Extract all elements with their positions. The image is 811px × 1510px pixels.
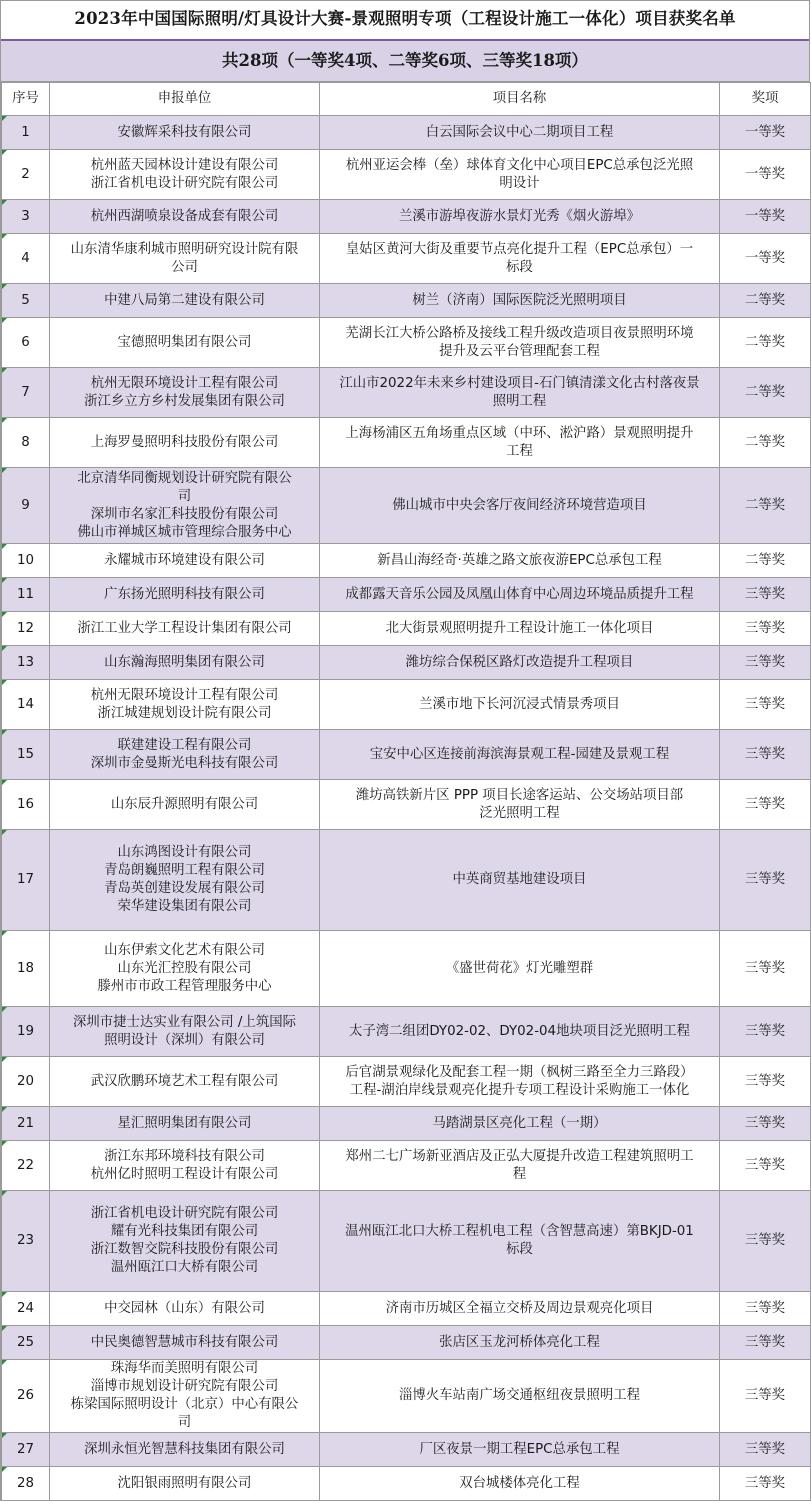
applicant-unit-line: 深圳市捷士达实业有限公司 /上筑国际	[72, 1014, 297, 1030]
project-name	[320, 468, 720, 544]
project-name-line: 佛山城市中央会客厅夜间经济环境营造项目	[392, 497, 647, 513]
project-name-line: 张店区玉龙河桥体亮化工程	[439, 1334, 600, 1350]
table-row	[2, 780, 811, 830]
project-name	[320, 780, 720, 830]
project-name	[320, 1326, 720, 1360]
award-table	[1, 82, 811, 1501]
table-row	[2, 830, 811, 931]
applicant-unit-line: 星汇照明集团有限公司	[117, 1115, 252, 1131]
award-level: 三等奖	[720, 830, 811, 931]
table-row	[2, 1007, 811, 1057]
applicant-unit-line: 宝德照明集团有限公司	[117, 334, 252, 350]
applicant-unit-line: 滕州市市政工程管理服务中心	[97, 978, 272, 994]
project-name	[320, 1467, 720, 1501]
project-name	[320, 1057, 720, 1107]
project-name-line: 厂区夜景一期工程EPC总承包工程	[419, 1441, 620, 1457]
applicant-unit-line: 照明设计（深圳）有限公司	[104, 1032, 265, 1048]
award-level: 三等奖	[720, 1467, 811, 1501]
award-level: 三等奖	[720, 612, 811, 646]
table-row	[2, 1360, 811, 1433]
applicant-unit-line: 司	[177, 488, 192, 504]
applicant-units	[50, 1107, 320, 1141]
applicant-unit-line: 山东辰升源照明有限公司	[110, 796, 259, 812]
row-number: 24	[2, 1292, 50, 1326]
page-title: 2023年中国国际照明/灯具设计大赛-景观照明专项（工程设计施工一体化）项目获奖名单	[1, 0, 809, 41]
applicant-units	[50, 468, 320, 544]
project-name-line: 兰溪市游埠夜游水景灯光秀《烟火游埠》	[398, 208, 641, 224]
row-number: 10	[2, 544, 50, 578]
project-name	[320, 418, 720, 468]
applicant-unit-line: 杭州无限环境设计工程有限公司	[90, 375, 279, 391]
applicant-unit-line: 司	[177, 1415, 192, 1430]
row-number: 22	[2, 1141, 50, 1191]
row-number: 1	[2, 116, 50, 150]
applicant-units	[50, 544, 320, 578]
column-header-award: 奖项	[720, 83, 811, 116]
project-name-line: 江山市2022年未来乡村建设项目-石门镇清漾文化古村落夜景	[339, 375, 700, 391]
award-level: 三等奖	[720, 1141, 811, 1191]
applicant-unit-line: 青岛朗巍照明工程有限公司	[104, 863, 265, 878]
applicant-units	[50, 368, 320, 418]
project-name	[320, 200, 720, 234]
project-name-line: 济南市历城区全福立交桥及周边景观亮化项目	[385, 1300, 654, 1316]
table-row	[2, 1326, 811, 1360]
row-number: 2	[2, 150, 50, 200]
applicant-unit-line: 浙江东邦环境科技有限公司	[104, 1148, 265, 1164]
table-row	[2, 468, 811, 544]
project-name-line: 杭州亚运会棒（垒）球体育文化中心项目EPC总承包泛光照	[345, 157, 694, 173]
applicant-unit-line: 山东伊索文化艺术有限公司	[104, 942, 265, 958]
award-level: 三等奖	[720, 1191, 811, 1292]
award-level: 一等奖	[720, 200, 811, 234]
row-number: 8	[2, 418, 50, 468]
award-level: 三等奖	[720, 1107, 811, 1141]
table-row	[2, 680, 811, 730]
row-number: 13	[2, 646, 50, 680]
project-name-line: 照明工程	[492, 393, 547, 409]
applicant-units	[50, 200, 320, 234]
project-name-line: 明设计	[499, 175, 540, 191]
applicant-unit-line: 山东瀚海照明集团有限公司	[104, 654, 265, 670]
award-level: 二等奖	[720, 368, 811, 418]
column-header-no: 序号	[2, 83, 50, 116]
project-name-line: 太子湾二组团DY02-02、DY02-04地块项目泛光照明工程	[349, 1023, 690, 1039]
applicant-units	[50, 1360, 320, 1433]
applicant-units	[50, 680, 320, 730]
award-level: 三等奖	[720, 1360, 811, 1433]
table-body	[2, 116, 811, 1501]
applicant-unit-line: 中民奥德智慧城市科技有限公司	[90, 1334, 279, 1350]
table-row	[2, 318, 811, 368]
project-name-line: 郑州二七广场新亚酒店及正弘大厦提升改造工程建筑照明工	[345, 1148, 694, 1164]
row-number: 16	[2, 780, 50, 830]
award-level: 一等奖	[720, 234, 811, 284]
project-name-line: 温州瓯江北口大桥工程机电工程（含智慧高速）第BKJD-01	[345, 1224, 694, 1239]
table-row	[2, 730, 811, 780]
row-number: 28	[2, 1467, 50, 1501]
table-row	[2, 368, 811, 418]
applicant-units	[50, 612, 320, 646]
applicant-unit-line: 沈阳银雨照明有限公司	[117, 1475, 252, 1491]
row-number: 5	[2, 284, 50, 318]
award-level: 三等奖	[720, 931, 811, 1007]
project-name	[320, 1292, 720, 1326]
project-name-line: 工程	[506, 443, 533, 459]
table-row	[2, 418, 811, 468]
project-name	[320, 1107, 720, 1141]
row-number: 21	[2, 1107, 50, 1141]
project-name-line: 潍坊高铁新片区 PPP 项目长途客运站、公交场站项目部	[355, 787, 684, 803]
award-level: 二等奖	[720, 544, 811, 578]
applicant-unit-line: 山东清华康利城市照明研究设计院有限	[70, 241, 299, 257]
applicant-unit-line: 浙江工业大学工程设计集团有限公司	[77, 620, 292, 636]
applicant-unit-line: 杭州西湖喷泉设备成套有限公司	[90, 208, 279, 224]
project-name	[320, 116, 720, 150]
applicant-unit-line: 浙江城建规划设计院有限公司	[97, 705, 272, 721]
row-number: 25	[2, 1326, 50, 1360]
row-number: 20	[2, 1057, 50, 1107]
award-level: 二等奖	[720, 418, 811, 468]
table-row	[2, 1191, 811, 1292]
award-level: 三等奖	[720, 780, 811, 830]
applicant-unit-line: 深圳市名家汇科技股份有限公司	[90, 506, 279, 522]
project-name-line: 后官湖景观绿化及配套工程一期（枫树三路至全力三路段）	[345, 1064, 694, 1080]
project-name	[320, 544, 720, 578]
row-number: 3	[2, 200, 50, 234]
applicant-unit-line: 杭州无限环境设计工程有限公司	[90, 687, 279, 703]
row-number: 27	[2, 1433, 50, 1467]
project-name	[320, 578, 720, 612]
applicant-unit-line: 佛山市禅城区城市管理综合服务中心	[77, 524, 292, 540]
table-header-row	[2, 83, 811, 116]
column-header-project: 项目名称	[320, 83, 720, 116]
row-number: 11	[2, 578, 50, 612]
award-summary: 共28项（一等奖4项、二等奖6项、三等奖18项）	[1, 41, 809, 82]
project-name-line: 皇姑区黄河大街及重要节点亮化提升工程（EPC总承包）一	[345, 241, 694, 257]
project-name-line: 中英商贸基地建设项目	[452, 872, 587, 887]
award-level: 一等奖	[720, 150, 811, 200]
applicant-unit-line: 杭州蓝天园林设计建设有限公司	[90, 157, 279, 173]
project-name	[320, 1191, 720, 1292]
applicant-unit-line: 北京清华同衡规划设计研究院有限公	[77, 470, 292, 486]
row-number: 26	[2, 1360, 50, 1433]
table-row	[2, 200, 811, 234]
project-name-line: 白云国际会议中心二期项目工程	[425, 124, 614, 140]
project-name-line: 标段	[506, 1242, 533, 1257]
project-name	[320, 931, 720, 1007]
applicant-units	[50, 830, 320, 931]
applicant-units	[50, 1007, 320, 1057]
project-name-line: 程	[512, 1166, 527, 1182]
table-row	[2, 1433, 811, 1467]
column-header-unit: 申报单位	[50, 83, 320, 116]
row-number: 17	[2, 830, 50, 931]
applicant-units	[50, 116, 320, 150]
project-name-line: 双台城楼体亮化工程	[459, 1475, 580, 1491]
row-number: 19	[2, 1007, 50, 1057]
award-level: 三等奖	[720, 1433, 811, 1467]
row-number: 6	[2, 318, 50, 368]
award-level: 三等奖	[720, 730, 811, 780]
applicant-units	[50, 1141, 320, 1191]
project-name	[320, 612, 720, 646]
project-name-line: 标段	[506, 259, 533, 275]
award-level: 三等奖	[720, 578, 811, 612]
applicant-unit-line: 中建八局第二建设有限公司	[104, 292, 265, 308]
applicant-unit-line: 青岛英创建设发展有限公司	[104, 881, 265, 896]
applicant-unit-line: 深圳永恒光智慧科技集团有限公司	[84, 1441, 285, 1457]
row-number: 14	[2, 680, 50, 730]
applicant-unit-line: 珠海华而美照明有限公司	[110, 1361, 259, 1376]
applicant-units	[50, 234, 320, 284]
award-level: 二等奖	[720, 468, 811, 544]
project-name	[320, 150, 720, 200]
award-level: 三等奖	[720, 646, 811, 680]
project-name-line: 淄博火车站南广场交通枢纽夜景照明工程	[398, 1388, 641, 1403]
applicant-unit-line: 浙江省机电设计研究院有限公司	[90, 175, 279, 191]
applicant-unit-line: 中交园林（山东）有限公司	[104, 1300, 265, 1316]
table-row	[2, 1107, 811, 1141]
applicant-unit-line: 安徽辉采科技有限公司	[117, 124, 252, 140]
table-row	[2, 931, 811, 1007]
applicant-unit-line: 栋梁国际照明设计（北京）中心有限公	[70, 1397, 299, 1412]
table-row	[2, 544, 811, 578]
table-row	[2, 1292, 811, 1326]
applicant-unit-line: 联建建设工程有限公司	[117, 737, 252, 753]
project-name	[320, 1007, 720, 1057]
award-level: 三等奖	[720, 1057, 811, 1107]
table-row	[2, 284, 811, 318]
applicant-units	[50, 284, 320, 318]
applicant-units	[50, 1326, 320, 1360]
project-name	[320, 318, 720, 368]
applicant-units	[50, 1467, 320, 1501]
award-level: 三等奖	[720, 1326, 811, 1360]
table-row	[2, 1057, 811, 1107]
project-name-line: 潍坊综合保税区路灯改造提升工程项目	[405, 654, 634, 670]
applicant-unit-line: 耀有光科技集团有限公司	[110, 1224, 259, 1239]
project-name	[320, 284, 720, 318]
project-name-line: 工程-湖泊岸线景观亮化提升专项工程设计采购施工一体化	[349, 1082, 690, 1098]
project-name	[320, 830, 720, 931]
project-name-line: 成都露天音乐公园及凤凰山体育中心周边环境品质提升工程	[345, 586, 694, 602]
applicant-unit-line: 深圳市金曼斯光电科技有限公司	[90, 755, 279, 771]
row-number: 9	[2, 468, 50, 544]
applicant-units	[50, 418, 320, 468]
table-row	[2, 646, 811, 680]
project-name	[320, 1141, 720, 1191]
project-name-line: 《盛世荷花》灯光雕塑群	[445, 960, 594, 976]
row-number: 7	[2, 368, 50, 418]
award-level: 二等奖	[720, 318, 811, 368]
project-name-line: 兰溪市地下长河沉浸式情景秀项目	[419, 696, 620, 712]
applicant-unit-line: 杭州亿时照明工程设计有限公司	[90, 1166, 279, 1182]
project-name	[320, 1433, 720, 1467]
applicant-units	[50, 578, 320, 612]
applicant-units	[50, 730, 320, 780]
table-row	[2, 578, 811, 612]
row-number: 15	[2, 730, 50, 780]
table-row	[2, 612, 811, 646]
award-level: 三等奖	[720, 680, 811, 730]
project-name	[320, 1360, 720, 1433]
applicant-units	[50, 780, 320, 830]
applicant-unit-line: 永耀城市环境建设有限公司	[104, 552, 265, 568]
applicant-unit-line: 浙江乡立方乡村发展集团有限公司	[84, 393, 285, 409]
project-name	[320, 368, 720, 418]
project-name-line: 马踏湖景区亮化工程（一期）	[432, 1115, 607, 1131]
applicant-unit-line: 山东光汇控股有限公司	[117, 960, 252, 976]
project-name-line: 泛光照明工程	[479, 805, 560, 821]
applicant-unit-line: 武汉欣鹏环境艺术工程有限公司	[90, 1073, 279, 1089]
applicant-unit-line: 淄博市规划设计研究院有限公司	[90, 1379, 279, 1394]
applicant-unit-line: 浙江数智交院科技股份有限公司	[90, 1242, 279, 1257]
applicant-units	[50, 1057, 320, 1107]
row-number: 18	[2, 931, 50, 1007]
applicant-unit-line: 广东扬光照明科技有限公司	[104, 586, 265, 602]
table-row	[2, 1141, 811, 1191]
applicant-unit-line: 山东鸿图设计有限公司	[117, 845, 252, 860]
project-name-line: 芜湖长江大桥公路桥及接线工程升级改造项目夜景照明环境	[345, 325, 694, 341]
applicant-units	[50, 150, 320, 200]
project-name-line: 提升及云平台管理配套工程	[439, 343, 600, 359]
project-name-line: 宝安中心区连接前海滨海景观工程-园建及景观工程	[369, 746, 670, 762]
table-row	[2, 150, 811, 200]
project-name-line: 北大街景观照明提升工程设计施工一体化项目	[385, 620, 654, 636]
row-number: 4	[2, 234, 50, 284]
project-name-line: 树兰（济南）国际医院泛光照明项目	[412, 292, 627, 308]
applicant-unit-line: 上海罗曼照明科技股份有限公司	[90, 434, 279, 450]
award-level: 三等奖	[720, 1292, 811, 1326]
project-name-line: 新昌山海经奇·英雄之路文旅夜游EPC总承包工程	[377, 552, 662, 568]
applicant-units	[50, 931, 320, 1007]
project-name	[320, 730, 720, 780]
applicant-unit-line: 浙江省机电设计研究院有限公司	[90, 1206, 279, 1221]
award-level: 二等奖	[720, 284, 811, 318]
project-name	[320, 234, 720, 284]
row-number: 23	[2, 1191, 50, 1292]
applicant-units	[50, 1292, 320, 1326]
table-row	[2, 234, 811, 284]
applicant-units	[50, 646, 320, 680]
applicant-unit-line: 公司	[171, 259, 198, 275]
award-level: 一等奖	[720, 116, 811, 150]
project-name-line: 上海杨浦区五角场重点区域（中环、淞沪路）景观照明提升	[345, 425, 694, 441]
applicant-units	[50, 1433, 320, 1467]
row-number: 12	[2, 612, 50, 646]
table-row	[2, 1467, 811, 1501]
applicant-unit-line: 温州瓯江口大桥有限公司	[110, 1260, 259, 1275]
applicant-units	[50, 318, 320, 368]
project-name	[320, 646, 720, 680]
applicant-unit-line: 荣华建设集团有限公司	[117, 899, 252, 914]
applicant-units	[50, 1191, 320, 1292]
table-row	[2, 116, 811, 150]
award-level: 三等奖	[720, 1007, 811, 1057]
project-name	[320, 680, 720, 730]
